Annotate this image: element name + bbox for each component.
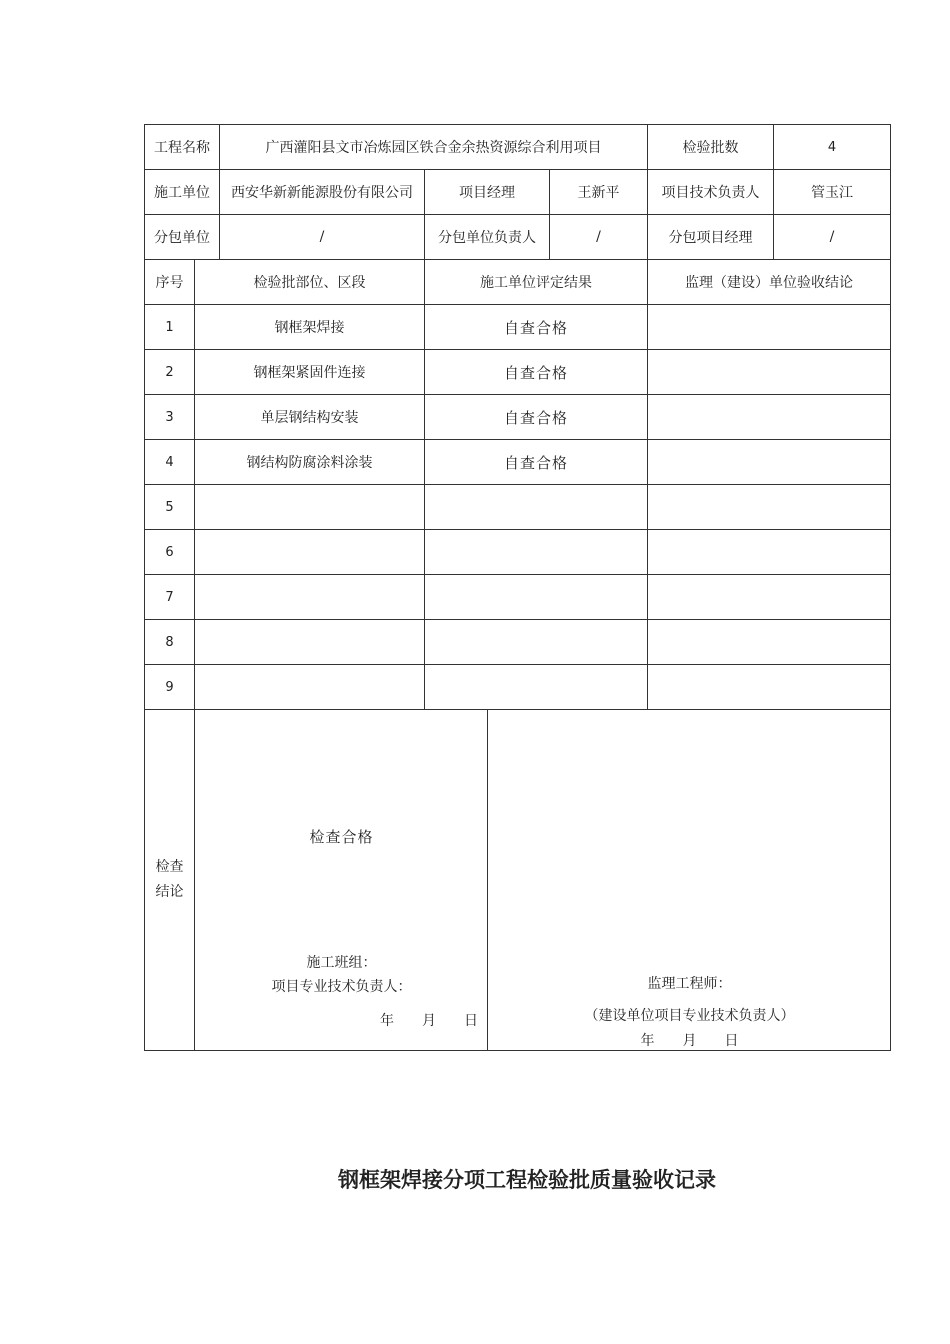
sub-label: 分包单位 [145,215,220,260]
row-location: 单层钢结构安装 [195,395,425,440]
row-no: 1 [145,305,195,350]
row-location [195,530,425,575]
sub-pm-label: 分包项目经理 [648,215,774,260]
tech-lead-value: 管玉江 [774,170,891,215]
batch-count-label: 检验批数 [648,125,774,170]
row-no: 2 [145,350,195,395]
supervisor-conclusion-cell [488,710,891,1051]
contractor-conclusion-cell [195,710,488,1051]
batch-count-value: 4 [774,125,891,170]
row-location [195,620,425,665]
table-row [145,440,891,485]
sub-lead-label: 分包单位负责人 [425,215,550,260]
col-no-header: 序号 [145,260,195,305]
row-no: 4 [145,440,195,485]
table-row [145,395,891,440]
row-no: 9 [145,665,195,710]
team-label: 施工班组： [306,955,377,971]
contractor-result: 检查合格 [309,828,374,846]
row-result: 自查合格 [425,305,648,350]
tech-lead-sign-label: 项目专业技术负责人： [271,979,412,995]
sub-value: / [220,215,425,260]
contractor-value: 西安华新新能源股份有限公司 [220,170,425,215]
row-conclusion [648,665,891,710]
row-result: 自查合格 [425,350,648,395]
row-no: 3 [145,395,195,440]
row-conclusion [648,485,891,530]
row-location: 钢结构防腐涂料涂装 [195,440,425,485]
row-result [425,620,648,665]
inspection-table [144,124,891,1051]
row-no: 6 [145,530,195,575]
row-location [195,575,425,620]
owner-lead-label: （建设单位项目专业技术负责人） [584,1008,795,1024]
table-row [145,620,891,665]
row-conclusion [648,575,891,620]
row-conclusion [648,440,891,485]
row-no: 8 [145,620,195,665]
pm-value: 王新平 [550,170,648,215]
row-project [145,125,891,170]
table-row [145,305,891,350]
row-location: 钢框架紧固件连接 [195,350,425,395]
contractor-label: 施工单位 [145,170,220,215]
row-location [195,665,425,710]
sub-lead-value: / [550,215,648,260]
col-location-header: 检验批部位、区段 [195,260,425,305]
row-conclusion [648,530,891,575]
date-left: 年 月 日 [380,1013,478,1029]
pm-label: 项目经理 [425,170,550,215]
row-conclusion [648,305,891,350]
col-result-header: 施工单位评定结果 [425,260,648,305]
document-title: 钢框架焊接分项工程检验批质量验收记录 [338,1167,716,1192]
project-name-label: 工程名称 [145,125,220,170]
row-no: 5 [145,485,195,530]
row-result [425,485,648,530]
table-row [145,530,891,575]
row-conclusion [648,395,891,440]
conclusion-label-line1: 检查 [155,859,184,875]
table-row [145,350,891,395]
row-result [425,575,648,620]
project-name-value: 广西灌阳县文市冶炼园区铁合金余热资源综合利用项目 [220,125,648,170]
conclusion-row [145,710,891,1051]
row-result [425,530,648,575]
col-conclusion-header: 监理（建设）单位验收结论 [648,260,891,305]
row-location [195,485,425,530]
table-row [145,485,891,530]
table-row [145,665,891,710]
row-no: 7 [145,575,195,620]
conclusion-label-line2: 结论 [155,884,184,900]
supervisor-label: 监理工程师： [647,976,732,992]
tech-lead-label: 项目技术负责人 [648,170,774,215]
row-conclusion [648,350,891,395]
row-conclusion [648,620,891,665]
date-right: 年 月 日 [640,1033,739,1049]
column-header-row [145,260,891,305]
row-result [425,665,648,710]
sub-pm-value: / [774,215,891,260]
row-contractor [145,170,891,215]
row-result: 自查合格 [425,395,648,440]
table-row [145,575,891,620]
row-subcontractor [145,215,891,260]
row-location: 钢框架焊接 [195,305,425,350]
row-result: 自查合格 [425,440,648,485]
conclusion-label [145,710,195,1051]
